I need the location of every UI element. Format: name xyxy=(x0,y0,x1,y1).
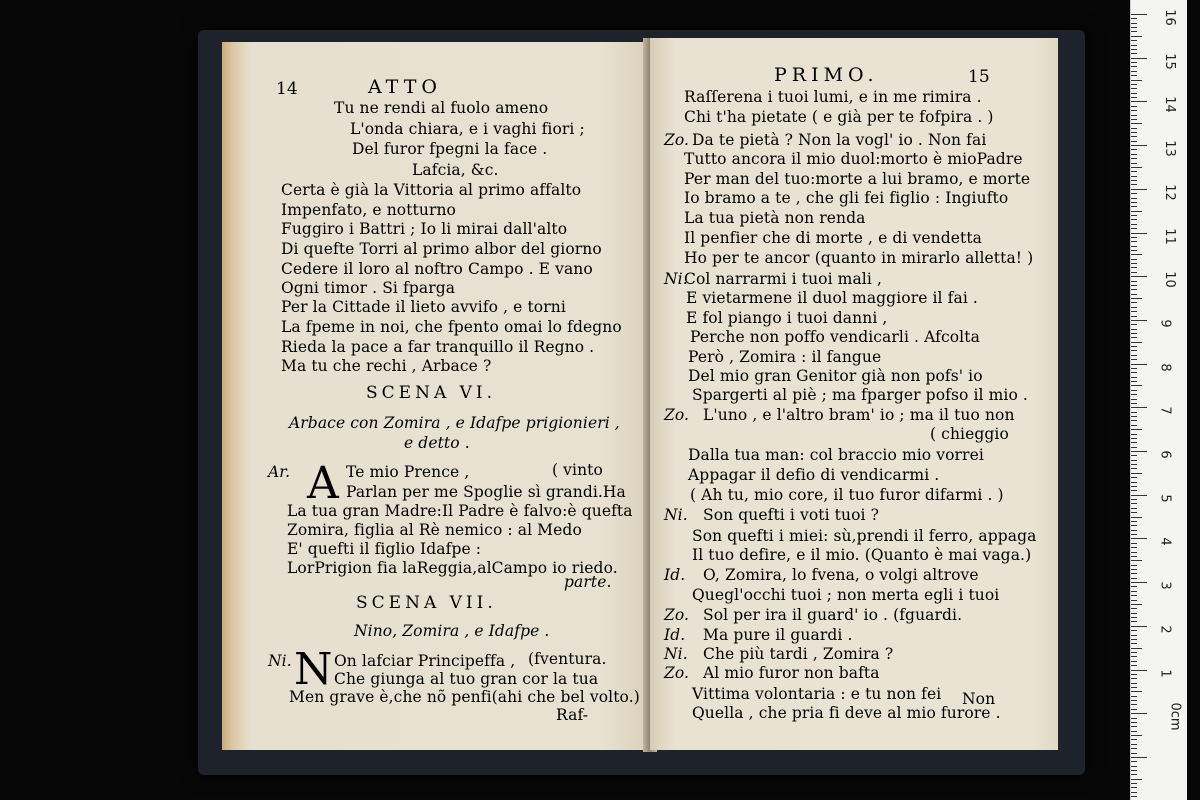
ruler-tick xyxy=(1131,464,1137,465)
ruler-tick xyxy=(1131,691,1142,692)
ruler-tick xyxy=(1131,473,1142,474)
right-line-19: Dalla tua man: col braccio mio vorrei xyxy=(688,446,984,464)
ruler-tick xyxy=(1131,635,1137,636)
ruler-tick xyxy=(1131,219,1137,220)
ruler-tick xyxy=(1131,320,1147,321)
ruler-tick xyxy=(1131,23,1137,24)
left-line-13: Rieda la pace a far tranquillo il Regno . xyxy=(281,338,595,356)
ruler-tick xyxy=(1131,346,1137,347)
catchword: Raf- xyxy=(556,706,589,724)
speaker-label: Zo. xyxy=(664,664,690,682)
right-line-14: Però , Zomira : il fangue xyxy=(688,348,882,366)
ruler-tick xyxy=(1131,97,1137,98)
ruler-tick xyxy=(1131,329,1137,330)
ruler-tick xyxy=(1131,687,1137,688)
ruler-tick xyxy=(1131,316,1137,317)
ruler-tick xyxy=(1131,285,1137,286)
ar-line-4: Zomira, figlia al Rè nemico : al Medo xyxy=(287,521,582,539)
ruler-tick xyxy=(1131,547,1137,548)
ruler-number: 14 xyxy=(1161,96,1177,114)
ruler-tick xyxy=(1131,656,1137,657)
ruler-tick xyxy=(1131,163,1137,164)
ruler-number: 16 xyxy=(1161,9,1177,26)
ruler-number: 11 xyxy=(1161,227,1177,245)
ruler-number: 15 xyxy=(1161,52,1177,70)
ar-line-3: La tua gran Madre:Il Padre è falvo:è quefta xyxy=(287,502,633,520)
ruler-tick xyxy=(1131,792,1137,793)
scene-7-cast: Nino, Zomira , e Idafpe . xyxy=(354,622,550,640)
ruler-tick xyxy=(1131,324,1137,325)
ruler-tick xyxy=(1131,468,1137,469)
left-line-9: Cedere il loro al noftro Campo . E vano xyxy=(281,260,593,278)
ruler-tick xyxy=(1131,355,1137,356)
right-line-27: Sol per ira il guard' io . (fguardi. xyxy=(703,606,963,624)
ruler-tick xyxy=(1131,106,1137,107)
ruler-tick xyxy=(1131,508,1137,509)
right-line-9: Ho per te ancor (quanto in mirarlo alletta! ) xyxy=(684,249,1034,267)
ruler-tick xyxy=(1131,66,1137,67)
ruler-tick xyxy=(1131,237,1137,238)
ruler-tick xyxy=(1131,75,1137,76)
ruler-number: 9 xyxy=(1157,319,1173,328)
ruler-tick xyxy=(1131,394,1137,395)
ruler-tick xyxy=(1131,101,1147,102)
ruler-tick xyxy=(1131,333,1137,334)
ruler-tick xyxy=(1131,259,1137,260)
ruler-tick xyxy=(1131,613,1137,614)
right-line-11: E vietarmene il duol maggiore il fai . xyxy=(686,289,978,307)
ruler-tick xyxy=(1131,241,1137,242)
ruler-tick xyxy=(1131,595,1137,596)
ruler-tick xyxy=(1131,302,1137,303)
left-line-2: L'onda chiara, e i vaghi fiori ; xyxy=(350,120,585,138)
ruler-tick xyxy=(1131,289,1137,290)
ruler-tick xyxy=(1131,525,1137,526)
ruler-tick xyxy=(1131,517,1142,518)
ruler-tick xyxy=(1131,198,1137,199)
ruler-tick xyxy=(1131,503,1137,504)
ruler-tick xyxy=(1131,420,1137,421)
ar-line-1: Te mio Prence , xyxy=(346,463,470,481)
ruler-tick xyxy=(1131,202,1137,203)
ruler-tick xyxy=(1131,31,1137,32)
ruler-tick xyxy=(1131,661,1137,662)
ni-line-3: Men grave è,che nõ penfi(ahi che bel volto.) xyxy=(289,688,640,706)
ruler-tick xyxy=(1131,586,1137,587)
right-line-24: Il tuo defire, e il mio. (Quanto è mai vaga.) xyxy=(692,546,1032,564)
ruler-tick xyxy=(1131,648,1142,649)
ruler-tick xyxy=(1131,652,1137,653)
ruler-tick xyxy=(1131,167,1142,168)
right-line-3: Da te pietà ? Non la vogl' io . Non fai xyxy=(692,131,987,149)
ruler-tick xyxy=(1131,600,1137,601)
right-line-15: Del mio gran Genitor già non pofs' io xyxy=(688,367,983,385)
ruler-tick xyxy=(1131,753,1137,754)
ruler-tick xyxy=(1131,735,1142,736)
ruler-tick xyxy=(1131,62,1137,63)
ruler-tick xyxy=(1131,704,1137,705)
ruler-tick xyxy=(1131,573,1137,574)
left-line-5: Certa è già la Vittoria al primo affalto xyxy=(281,181,582,199)
ruler-tick xyxy=(1131,145,1147,146)
ruler-tick xyxy=(1131,267,1137,268)
ruler-tick xyxy=(1131,298,1142,299)
ruler-tick xyxy=(1131,364,1147,365)
left-line-4: Lafcia, &c. xyxy=(412,161,499,179)
ruler-tick xyxy=(1131,246,1137,247)
ruler-tick xyxy=(1131,123,1142,124)
ruler-tick xyxy=(1131,621,1137,622)
scene-6-cast-cont: e detto . xyxy=(404,434,470,452)
speaker-label: Ni. xyxy=(664,506,688,524)
ruler-tick xyxy=(1131,499,1137,500)
measurement-ruler xyxy=(1130,0,1187,800)
ruler-tick xyxy=(1131,608,1137,609)
ruler-tick xyxy=(1131,565,1137,566)
scene-6-cast: Arbace con Zomira , e Idafpe prigionieri , xyxy=(289,414,620,432)
ruler-tick xyxy=(1131,294,1137,295)
right-line-32: Quella , che pria fi deve al mio furore . xyxy=(692,704,1001,722)
ruler-number: 2 xyxy=(1157,625,1173,634)
ruler-tick xyxy=(1131,193,1137,194)
ruler-number: 8 xyxy=(1157,362,1173,372)
ruler-tick xyxy=(1131,342,1142,343)
ruler-tick xyxy=(1131,643,1137,644)
ruler-tick xyxy=(1131,263,1137,264)
ruler-tick xyxy=(1131,630,1137,631)
ruler-tick xyxy=(1131,412,1137,413)
drop-cap: N xyxy=(294,644,333,695)
ruler-tick xyxy=(1131,761,1137,762)
ruler-tick xyxy=(1131,84,1137,85)
catchword: Non xyxy=(962,690,996,708)
ruler-tick xyxy=(1131,189,1147,190)
right-line-28: Ma pure il guardi . xyxy=(703,626,853,644)
ruler-tick xyxy=(1131,119,1137,120)
ruler-tick xyxy=(1131,534,1137,535)
ruler-tick xyxy=(1131,766,1137,767)
ruler-tick xyxy=(1131,560,1142,561)
speaker-label: Ni. xyxy=(664,270,688,288)
ruler-tick xyxy=(1131,254,1142,255)
left-line-3: Del furor fpegni la face . xyxy=(352,140,548,158)
ruler-tick xyxy=(1131,495,1147,496)
ruler-tick xyxy=(1131,53,1137,54)
ruler-tick xyxy=(1131,460,1137,461)
ruler-tick xyxy=(1131,447,1137,448)
ruler-tick xyxy=(1131,683,1137,684)
right-line-16: Spargerti al piè ; ma fparger pofso il mio . xyxy=(692,386,1028,404)
ruler-tick xyxy=(1131,639,1137,640)
ruler-tick xyxy=(1131,617,1137,618)
left-line-10: Ogni timor . Si fparga xyxy=(281,279,456,297)
ruler-tick xyxy=(1131,206,1137,207)
right-line-17: L'uno , e l'altro bram' io ; ma il tuo non xyxy=(703,406,1015,424)
ruler-tick xyxy=(1131,739,1137,740)
stage-direction-parte: parte. xyxy=(564,573,612,591)
ruler-tick xyxy=(1131,796,1137,797)
right-running-header: PRIMO. xyxy=(774,64,879,86)
ruler-number: 12 xyxy=(1161,184,1177,201)
speaker-label: Ni. xyxy=(268,652,292,670)
right-line-2: Chi t'ha pietate ( e già per te fofpira . ) xyxy=(684,108,994,126)
ruler-tick xyxy=(1131,477,1137,478)
ruler-tick xyxy=(1131,372,1137,373)
ruler-tick xyxy=(1131,128,1137,129)
drop-cap: A xyxy=(307,458,339,509)
ruler-tick xyxy=(1131,88,1137,89)
ruler-tick xyxy=(1131,696,1137,697)
ruler-tick xyxy=(1131,80,1142,81)
ruler-tick xyxy=(1131,390,1137,391)
ruler-tick xyxy=(1131,670,1147,671)
speaker-label: Ni. xyxy=(664,645,688,663)
ruler-tick xyxy=(1131,110,1137,111)
ruler-tick xyxy=(1131,591,1137,592)
ruler-tick xyxy=(1131,337,1137,338)
ruler-tick xyxy=(1131,713,1147,714)
ni-line-1-turnover: (fventura. xyxy=(528,650,607,668)
ruler-tick xyxy=(1131,429,1142,430)
right-line-25: O, Zomira, lo fvena, o volgi altrove xyxy=(703,566,979,584)
ruler-tick xyxy=(1131,14,1147,15)
ruler-tick xyxy=(1131,700,1137,701)
ruler-tick xyxy=(1131,604,1142,605)
left-line-14: Ma tu che rechi , Arbace ? xyxy=(281,357,492,375)
ruler-tick xyxy=(1131,757,1147,758)
right-line-4: Tutto ancora il mio duol:morto è mioPadre xyxy=(684,150,1023,168)
ruler-number: 0cm xyxy=(1167,702,1183,731)
ni-line-2: Che giunga al tuo gran cor la tua xyxy=(334,670,599,688)
scene-6-title: SCENA VI. xyxy=(366,383,497,403)
right-line-18: ( chieggio xyxy=(930,425,1009,443)
ruler-tick xyxy=(1131,136,1137,137)
ar-line-1-turnover: ( vinto xyxy=(552,461,603,479)
ruler-tick xyxy=(1131,381,1137,382)
ruler-tick xyxy=(1131,455,1137,456)
ruler-tick xyxy=(1131,678,1137,679)
right-line-30: Al mio furor non bafta xyxy=(703,664,880,682)
right-page-number: 15 xyxy=(968,67,990,87)
ruler-tick xyxy=(1131,726,1137,727)
right-line-10: Col narrarmi i tuoi mali , xyxy=(684,270,882,288)
ruler-tick xyxy=(1131,276,1147,277)
left-running-header: ATTO xyxy=(368,76,442,98)
ruler-tick xyxy=(1131,665,1137,666)
ruler-tick xyxy=(1131,512,1137,513)
ruler-tick xyxy=(1131,783,1137,784)
left-line-11: Per la Cittade il lieto avvifo , e torni xyxy=(281,298,566,316)
ruler-tick xyxy=(1131,233,1147,234)
ruler-tick xyxy=(1131,434,1137,435)
ruler-tick xyxy=(1131,250,1137,251)
right-line-6: Io bramo a te , che gli fei figlio : Ingiufto xyxy=(684,189,1009,207)
ruler-tick xyxy=(1131,368,1137,369)
right-line-1: Raſſerena i tuoi lumi, e in me rimira . xyxy=(684,88,982,106)
ruler-tick xyxy=(1131,709,1137,710)
ruler-tick xyxy=(1131,425,1137,426)
ruler-tick xyxy=(1131,556,1137,557)
ruler-tick xyxy=(1131,569,1137,570)
ruler-tick xyxy=(1131,359,1137,360)
ruler-number: 13 xyxy=(1161,140,1177,157)
right-line-7: La tua pietà non renda xyxy=(684,209,866,227)
left-line-12: La fpeme in noi, che fpento omai lo fdegno xyxy=(281,318,622,336)
right-line-13: Perche non poffo vendicarli . Afcolta xyxy=(690,328,980,346)
ruler-tick xyxy=(1131,407,1147,408)
ruler-tick xyxy=(1131,281,1137,282)
ruler-tick xyxy=(1131,224,1137,225)
right-line-12: E fol piango i tuoi danni , xyxy=(686,309,888,327)
ruler-tick xyxy=(1131,718,1137,719)
ruler-tick xyxy=(1131,578,1137,579)
speaker-label: Zo. xyxy=(664,131,690,149)
ruler-tick xyxy=(1131,176,1137,177)
ruler-tick xyxy=(1131,416,1137,417)
ruler-tick xyxy=(1131,272,1137,273)
ruler-tick xyxy=(1131,377,1137,378)
ruler-tick xyxy=(1131,40,1137,41)
ruler-tick xyxy=(1131,674,1137,675)
ruler-tick xyxy=(1131,350,1137,351)
ruler-tick xyxy=(1131,744,1137,745)
speaker-label: Id. xyxy=(664,566,686,584)
ruler-tick xyxy=(1131,184,1137,185)
ruler-tick xyxy=(1131,486,1137,487)
left-line-1: Tu ne rendi al fuolo ameno xyxy=(334,99,549,117)
ruler-number: 6 xyxy=(1157,450,1173,459)
right-line-5: Per man del tuo:morte a lui bramo, e morte xyxy=(684,170,1031,188)
ruler-tick xyxy=(1131,180,1137,181)
ruler-tick xyxy=(1131,71,1137,72)
ruler-tick xyxy=(1131,403,1137,404)
speaker-label: Zo. xyxy=(664,606,690,624)
ruler-tick xyxy=(1131,115,1137,116)
ruler-tick xyxy=(1131,731,1137,732)
right-line-22: Son quefti i voti tuoi ? xyxy=(703,506,880,524)
ruler-tick xyxy=(1131,158,1137,159)
speaker-label: Id. xyxy=(664,626,686,644)
ruler-number: 5 xyxy=(1157,494,1173,503)
speaker-label: Zo. xyxy=(664,406,690,424)
ruler-tick xyxy=(1131,787,1137,788)
ruler-number: 4 xyxy=(1157,537,1173,547)
ruler-tick xyxy=(1131,748,1137,749)
ruler-number: 7 xyxy=(1157,406,1173,415)
ruler-tick xyxy=(1131,770,1137,771)
ar-line-6: LorPrigion fia laReggia,alCampo io riedo. xyxy=(287,559,618,577)
ruler-tick xyxy=(1131,451,1147,452)
ruler-tick xyxy=(1131,538,1147,539)
ruler-tick xyxy=(1131,543,1137,544)
ruler-tick xyxy=(1131,722,1137,723)
right-line-8: Il penfier che di morte , e di vendetta xyxy=(684,229,982,247)
scene-7-title: SCENA VII. xyxy=(356,593,497,613)
ruler-tick xyxy=(1131,58,1147,59)
ruler-tick xyxy=(1131,141,1137,142)
ruler-tick xyxy=(1131,215,1137,216)
ruler-tick xyxy=(1131,149,1137,150)
right-line-31: Vittima volontaria : e tu non fei xyxy=(692,685,942,703)
ruler-tick xyxy=(1131,45,1137,46)
ruler-tick xyxy=(1131,438,1137,439)
ruler-tick xyxy=(1131,93,1137,94)
speaker-label: Ar. xyxy=(268,463,291,481)
right-line-29: Che più tardi , Zomira ? xyxy=(703,645,894,663)
ruler-tick xyxy=(1131,49,1137,50)
ruler-number: 3 xyxy=(1157,581,1173,590)
ar-line-5: E' quefti il figlio Idafpe : xyxy=(287,540,482,558)
ruler-tick xyxy=(1131,490,1137,491)
right-line-20: Appagar il defio di vendicarmi . xyxy=(688,466,940,484)
ruler-tick xyxy=(1131,18,1137,19)
ruler-tick xyxy=(1131,154,1137,155)
ruler-tick xyxy=(1131,774,1137,775)
ruler-tick xyxy=(1131,626,1147,627)
ar-line-2: Parlan per me Spoglie sì grandi.Ha xyxy=(346,483,626,501)
ruler-tick xyxy=(1131,552,1137,553)
ruler-tick xyxy=(1131,27,1137,28)
left-line-6: Impenfato, e notturno xyxy=(281,201,456,219)
ruler-tick xyxy=(1131,482,1137,483)
ruler-tick xyxy=(1131,132,1137,133)
ruler-tick xyxy=(1131,311,1137,312)
ruler-tick xyxy=(1131,582,1147,583)
ruler-tick xyxy=(1131,36,1142,37)
ruler-tick xyxy=(1131,530,1137,531)
ruler-tick xyxy=(1131,442,1137,443)
ruler-tick xyxy=(1131,211,1142,212)
ruler-tick xyxy=(1131,307,1137,308)
left-line-7: Fuggiro i Battri ; Io li mirai dall'alto xyxy=(281,220,568,238)
ruler-tick xyxy=(1131,521,1137,522)
left-page-number: 14 xyxy=(276,79,298,99)
ruler-tick xyxy=(1131,399,1137,400)
right-line-23: Son quefti i miei: sù,prendi il ferro, appaga xyxy=(692,527,1037,545)
ruler-number: 10 xyxy=(1161,271,1177,288)
right-line-26: Quegl'occhi tuoi ; non merta egli i tuoi xyxy=(692,586,1000,604)
ruler-tick xyxy=(1131,779,1142,780)
ruler-tick xyxy=(1131,171,1137,172)
ruler-tick xyxy=(1131,228,1137,229)
ni-line-1: On lafciar Principeffa , xyxy=(334,652,516,670)
left-line-8: Di quefte Torri al primo albor del giorno xyxy=(281,240,602,258)
ruler-number: 1 xyxy=(1157,668,1173,678)
right-line-21: ( Ah tu, mio core, il tuo furor difarmi . ) xyxy=(690,486,1004,504)
ruler-tick xyxy=(1131,385,1142,386)
